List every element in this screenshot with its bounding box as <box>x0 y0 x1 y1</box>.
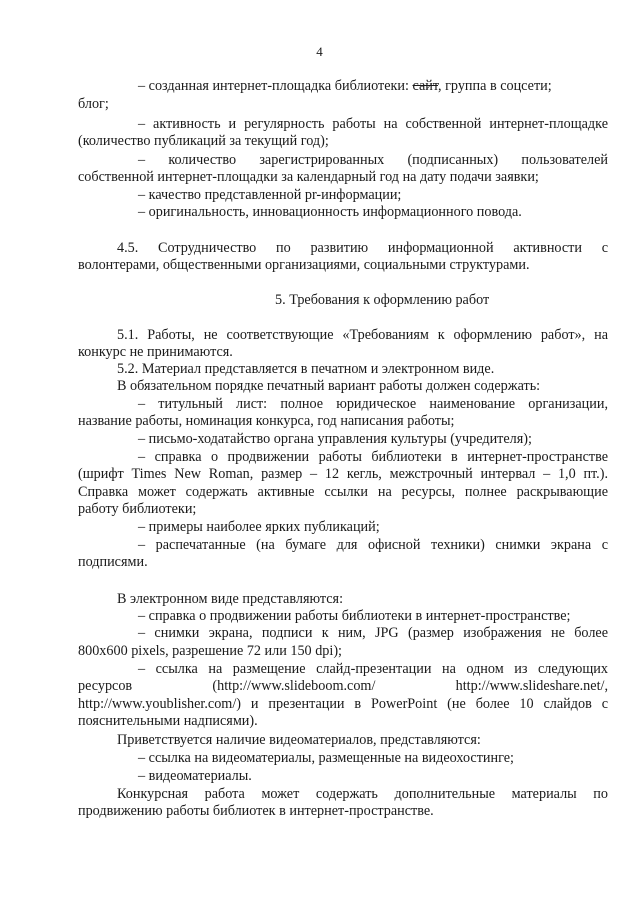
criteria-item-platform <box>138 77 608 95</box>
text-line: 800х600 pixels, разрешение 72 или 150 dpi); <box>78 643 342 659</box>
criteria-item-activity: – активность и регулярность работы на собственной интернет-площадке <box>138 116 608 132</box>
text-line: продвижению работы библиотек в интернет-пространстве. <box>78 803 434 819</box>
text-line: ресурсов (http://www.slideboom.com/ http://www.slideshare.net/, <box>78 678 608 694</box>
text-line: В обязательном порядке печатный вариант работы должен содержать: <box>117 378 541 394</box>
text-line: собственной интернет-площадки за календарный год на дату подачи заявки; <box>78 169 539 185</box>
section-4-5: 4.5. Сотрудничество по развитию информационной активности с <box>117 240 608 256</box>
criteria-item-platform-text: – созданная интернет-площадка библиотеки: <box>138 78 413 94</box>
text-line: http://www.youblisher.com/) и презентации в PowerPoint (не более 10 слайдов с <box>78 696 608 712</box>
section-5-1: 5.1. Работы, не соответствующие «Требованиям к оформлению работ», на <box>117 327 608 343</box>
criteria-item-users: – количество зарегистрированных (подписанных) пользователей <box>138 152 608 168</box>
list-item-video-link: – ссылка на видеоматериалы, размещенные на видеохостинге; <box>138 750 514 766</box>
text-line: Справка может содержать активные ссылки на ресурсы, полнее раскрывающие <box>78 484 608 500</box>
list-item-printed-screenshots: – распечатанные (на бумаге для офисной техники) снимки экрана с <box>138 537 608 553</box>
page-number: 4 <box>316 44 323 59</box>
list-item-reference: – справка о продвижении работы библиотеки в интернет-пространстве <box>138 449 608 465</box>
criteria-item-platform-text-end: , группа в соцсети; <box>438 78 552 94</box>
list-item-examples: – примеры наиболее ярких публикаций; <box>138 519 380 535</box>
video-intro: Приветствуется наличие видеоматериалов, представляются: <box>117 732 481 748</box>
list-item-video: – видеоматериалы. <box>138 768 252 784</box>
electronic-intro: В электронном виде представляются: <box>117 591 344 607</box>
text-line: пояснительными надписями). <box>78 713 258 729</box>
criteria-item-originality: – оригинальность, инновационность информационного повода. <box>138 204 522 220</box>
text-line: (шрифт Times New Roman, размер – 12 кегль, межстрочный интервал – 1,0 пт.). <box>78 466 608 482</box>
text-line: работу библиотеки; <box>78 501 197 517</box>
text-line: подписями. <box>78 554 148 570</box>
list-item-presentation: – ссылка на размещение слайд-презентации на одном из следующих <box>138 661 608 677</box>
text-line: волонтерами, общественными организациями, социальными структурами. <box>78 257 530 273</box>
criteria-item-quality: – качество представленной pr-информации; <box>138 187 402 203</box>
section-5-heading: 5. Требования к оформлению работ <box>275 292 490 308</box>
text-line: название работы, номинация конкурса, год написания работы; <box>78 413 455 429</box>
list-item-title-page: – титульный лист: полное юридическое наименование организации, <box>138 396 608 412</box>
section-5-2: 5.2. Материал представляется в печатном и электронном виде. <box>117 361 495 377</box>
list-item-letter: – письмо-ходатайство органа управления культуры (учредителя); <box>138 431 532 447</box>
text-line: конкурс не принимаются. <box>78 344 233 360</box>
text-line: блог; <box>78 96 109 112</box>
list-item-e-reference: – справка о продвижении работы библиотеки в интернет-пространстве; <box>138 608 571 624</box>
struck-word: сайт <box>412 78 438 94</box>
list-item-screenshots: – снимки экрана, подписи к ним, JPG (размер изображения не более <box>138 625 608 641</box>
additional-materials: Конкурсная работа может содержать дополнительные материалы по <box>117 786 608 802</box>
text-line: (количество публикаций за текущий год); <box>78 133 329 149</box>
